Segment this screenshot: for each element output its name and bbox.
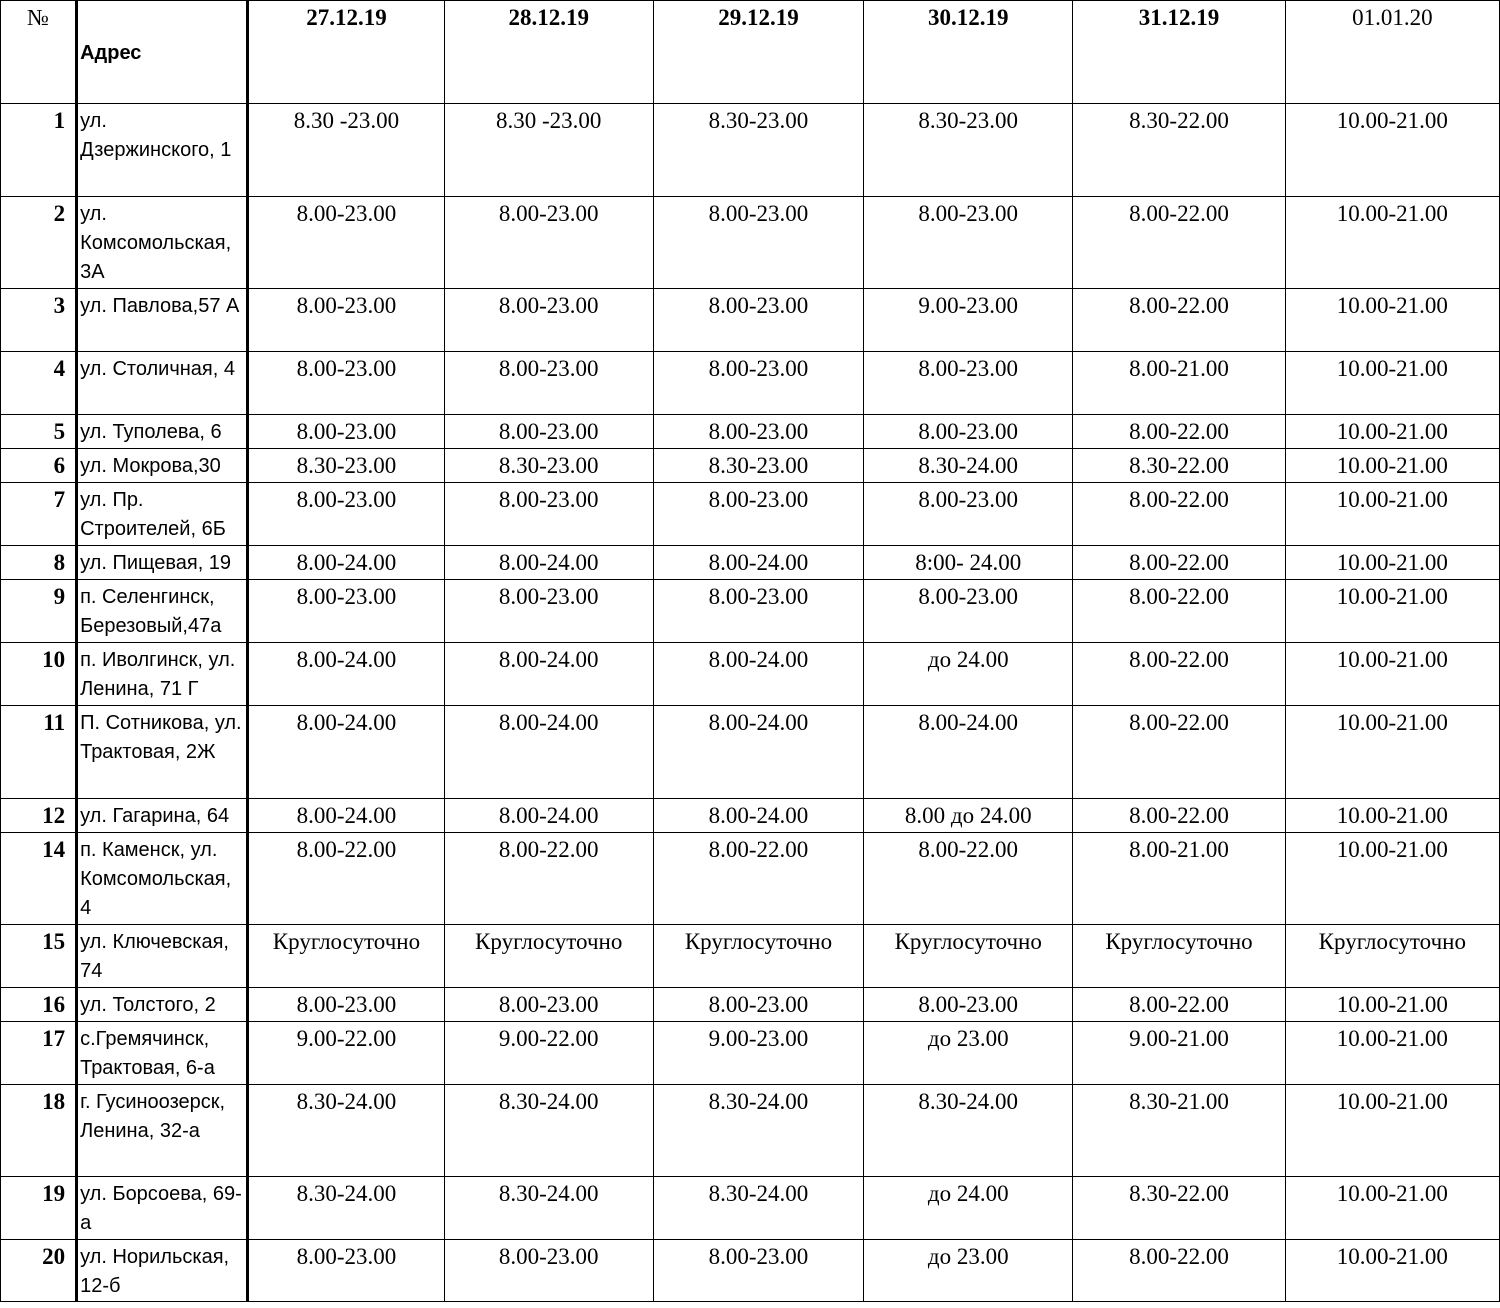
row-hours: 8.30-24.00: [248, 1177, 444, 1240]
row-address: ул. Туполева, 6: [77, 415, 248, 449]
row-hours: Круглосуточно: [864, 925, 1073, 988]
row-hours: 10.00-21.00: [1285, 1085, 1499, 1177]
row-hours: 8.00-24.00: [653, 799, 863, 833]
row-number: 6: [1, 449, 77, 483]
table-row: [1, 197, 1500, 289]
row-hours: 8.30-23.00: [653, 104, 863, 197]
table-row: [1, 483, 1500, 546]
row-hours: 8.00-22.00: [1073, 546, 1285, 580]
row-hours: 8.00-22.00: [1073, 988, 1285, 1022]
row-hours: 8.00-22.00: [653, 833, 863, 925]
row-number: 11: [1, 706, 77, 799]
row-hours: 8.00-22.00: [248, 833, 444, 925]
row-address: г. Гусиноозерск, Ленина, 32-а: [77, 1085, 248, 1177]
row-hours: 10.00-21.00: [1285, 449, 1499, 483]
row-hours: 10.00-21.00: [1285, 988, 1499, 1022]
row-hours: 8.30-24.00: [444, 1177, 653, 1240]
row-hours: 8.30-24.00: [444, 1085, 653, 1177]
row-address: ул. Столичная, 4: [77, 352, 248, 415]
row-address: п. Каменск, ул. Комсомольская, 4: [77, 833, 248, 925]
row-hours: 10.00-21.00: [1285, 289, 1499, 352]
row-number: 16: [1, 988, 77, 1022]
row-hours: 10.00-21.00: [1285, 833, 1499, 925]
header-date: 27.12.19: [248, 1, 444, 104]
row-hours: 8.00-22.00: [1073, 483, 1285, 546]
row-hours: 10.00-21.00: [1285, 706, 1499, 799]
row-hours: 8.00-23.00: [248, 580, 444, 643]
row-number: 3: [1, 289, 77, 352]
row-hours: 8.00-24.00: [248, 706, 444, 799]
row-address: ул. Дзержинского, 1: [77, 104, 248, 197]
row-hours: Круглосуточно: [1285, 925, 1499, 988]
row-hours: 10.00-21.00: [1285, 643, 1499, 706]
row-hours: 8.00-23.00: [444, 1240, 653, 1302]
row-number: 20: [1, 1240, 77, 1302]
row-hours: 9.00-21.00: [1073, 1022, 1285, 1085]
row-hours: 8.00-23.00: [864, 988, 1073, 1022]
row-hours: 8.00-23.00: [248, 352, 444, 415]
row-hours: до 23.00: [864, 1022, 1073, 1085]
row-hours: 8.00-22.00: [1073, 197, 1285, 289]
row-hours: 8.30-24.00: [653, 1177, 863, 1240]
row-hours: 10.00-21.00: [1285, 352, 1499, 415]
row-hours: 9.00-23.00: [653, 1022, 863, 1085]
row-hours: 8.00-24.00: [444, 546, 653, 580]
row-hours: 8.00-22.00: [1073, 289, 1285, 352]
table-row: [1, 352, 1500, 415]
row-number: 14: [1, 833, 77, 925]
row-address: ул. Гагарина, 64: [77, 799, 248, 833]
row-hours: 8.00-22.00: [1073, 1240, 1285, 1302]
row-address: ул. Пр. Строителей, 6Б: [77, 483, 248, 546]
row-hours: 8.00-23.00: [864, 483, 1073, 546]
row-hours: 8.00-23.00: [653, 988, 863, 1022]
table-row: [1, 1240, 1500, 1302]
row-number: 10: [1, 643, 77, 706]
row-number: 17: [1, 1022, 77, 1085]
row-address: ул. Пищевая, 19: [77, 546, 248, 580]
row-hours: 10.00-21.00: [1285, 1022, 1499, 1085]
row-number: 4: [1, 352, 77, 415]
table-row: [1, 289, 1500, 352]
table-row: [1, 1177, 1500, 1240]
row-hours: 8.30-22.00: [1073, 104, 1285, 197]
row-hours: до 23.00: [864, 1240, 1073, 1302]
row-hours: 8.30-24.00: [864, 1085, 1073, 1177]
row-number: 12: [1, 799, 77, 833]
row-hours: Круглосуточно: [1073, 925, 1285, 988]
row-hours: Круглосуточно: [653, 925, 863, 988]
row-number: 19: [1, 1177, 77, 1240]
table-row: [1, 706, 1500, 799]
row-hours: 8.00-23.00: [248, 289, 444, 352]
table-row: [1, 580, 1500, 643]
row-address: ул. Ключевская, 74: [77, 925, 248, 988]
row-hours: 10.00-21.00: [1285, 546, 1499, 580]
row-address: ул. Мокрова,30: [77, 449, 248, 483]
header-num: №: [1, 1, 77, 104]
row-address: ул. Борсоева, 69-а: [77, 1177, 248, 1240]
header-date: 31.12.19: [1073, 1, 1285, 104]
header-address: Адрес: [77, 1, 248, 104]
row-hours: 8.00-23.00: [248, 415, 444, 449]
row-hours: 8.00-22.00: [1073, 415, 1285, 449]
header-date: 30.12.19: [864, 1, 1073, 104]
row-hours: 8.00-23.00: [248, 483, 444, 546]
table-row: [1, 449, 1500, 483]
row-hours: 9.00-22.00: [444, 1022, 653, 1085]
row-hours: 8.00-23.00: [653, 289, 863, 352]
row-hours: 10.00-21.00: [1285, 104, 1499, 197]
row-hours: 10.00-21.00: [1285, 415, 1499, 449]
row-number: 5: [1, 415, 77, 449]
row-hours: 10.00-21.00: [1285, 799, 1499, 833]
row-hours: 8.30-23.00: [444, 449, 653, 483]
row-hours: 8.00-23.00: [653, 197, 863, 289]
row-hours: 8:00- 24.00: [864, 546, 1073, 580]
row-hours: 8.00-23.00: [444, 289, 653, 352]
table-row: [1, 104, 1500, 197]
row-hours: 8.00-24.00: [248, 799, 444, 833]
row-hours: 8.00 до 24.00: [864, 799, 1073, 833]
row-hours: 8.00-23.00: [444, 580, 653, 643]
row-hours: 10.00-21.00: [1285, 580, 1499, 643]
row-number: 1: [1, 104, 77, 197]
row-hours: 8.30-22.00: [1073, 1177, 1285, 1240]
row-hours: 8.00-24.00: [444, 643, 653, 706]
row-hours: 8.30-24.00: [864, 449, 1073, 483]
row-number: 2: [1, 197, 77, 289]
row-address: ул. Норильская, 12-б: [77, 1240, 248, 1302]
header-date: 28.12.19: [444, 1, 653, 104]
header-row: [1, 1, 1500, 104]
row-hours: 8.00-23.00: [864, 197, 1073, 289]
row-address: ул. Комсомольская, 3А: [77, 197, 248, 289]
row-hours: 8.00-24.00: [248, 643, 444, 706]
row-hours: до 24.00: [864, 643, 1073, 706]
row-address: ул. Павлова,57 А: [77, 289, 248, 352]
row-number: 9: [1, 580, 77, 643]
row-hours: 8.00-23.00: [444, 988, 653, 1022]
row-hours: 8.30-24.00: [653, 1085, 863, 1177]
table-row: [1, 546, 1500, 580]
row-hours: 8.00-24.00: [653, 643, 863, 706]
row-hours: 8.00-24.00: [444, 799, 653, 833]
row-hours: до 24.00: [864, 1177, 1073, 1240]
row-hours: 8.30-22.00: [1073, 449, 1285, 483]
row-hours: 8.00-23.00: [653, 483, 863, 546]
row-hours: 8.00-23.00: [864, 580, 1073, 643]
row-hours: 8.00-23.00: [653, 415, 863, 449]
row-address: ул. Толстого, 2: [77, 988, 248, 1022]
row-address: п. Селенгинск, Березовый,47а: [77, 580, 248, 643]
row-hours: 10.00-21.00: [1285, 1240, 1499, 1302]
row-hours: Круглосуточно: [248, 925, 444, 988]
row-hours: 9.00-22.00: [248, 1022, 444, 1085]
table-row: [1, 799, 1500, 833]
table-row: [1, 1085, 1500, 1177]
row-number: 8: [1, 546, 77, 580]
row-address: П. Сотникова, ул. Трактовая, 2Ж: [77, 706, 248, 799]
row-hours: 8.00-24.00: [248, 546, 444, 580]
row-hours: 8.00-23.00: [248, 1240, 444, 1302]
row-hours: 8.30 -23.00: [248, 104, 444, 197]
row-hours: 8.00-23.00: [444, 352, 653, 415]
row-hours: 8.00-23.00: [248, 197, 444, 289]
row-hours: 8.00-23.00: [653, 580, 863, 643]
row-hours: 8.30-21.00: [1073, 1085, 1285, 1177]
table-row: [1, 833, 1500, 925]
table-row: [1, 1022, 1500, 1085]
row-number: 18: [1, 1085, 77, 1177]
row-hours: 8.00-24.00: [653, 706, 863, 799]
row-hours: 10.00-21.00: [1285, 197, 1499, 289]
header-date: 29.12.19: [653, 1, 863, 104]
row-hours: 8.00-24.00: [653, 546, 863, 580]
table-row: [1, 643, 1500, 706]
row-hours: 8.00-22.00: [1073, 706, 1285, 799]
row-hours: 8.00-22.00: [444, 833, 653, 925]
table-row: [1, 925, 1500, 988]
row-hours: 8.00-23.00: [864, 352, 1073, 415]
row-hours: 8.00-22.00: [1073, 580, 1285, 643]
row-hours: 8.00-24.00: [444, 706, 653, 799]
row-hours: 8.00-23.00: [444, 415, 653, 449]
row-hours: 8.30-23.00: [248, 449, 444, 483]
row-hours: 8.00-23.00: [444, 197, 653, 289]
row-hours: 8.00-21.00: [1073, 833, 1285, 925]
row-hours: 8.30 -23.00: [444, 104, 653, 197]
row-hours: 8.30-23.00: [864, 104, 1073, 197]
row-hours: 10.00-21.00: [1285, 1177, 1499, 1240]
row-hours: Круглосуточно: [444, 925, 653, 988]
row-hours: 8.00-24.00: [864, 706, 1073, 799]
row-hours: 8.00-22.00: [1073, 799, 1285, 833]
row-hours: 10.00-21.00: [1285, 483, 1499, 546]
row-number: 15: [1, 925, 77, 988]
row-hours: 9.00-23.00: [864, 289, 1073, 352]
row-hours: 8.00-23.00: [248, 988, 444, 1022]
row-hours: 8.30-23.00: [653, 449, 863, 483]
row-hours: 8.00-22.00: [1073, 643, 1285, 706]
table-row: [1, 988, 1500, 1022]
row-number: 7: [1, 483, 77, 546]
row-hours: 8.00-23.00: [653, 352, 863, 415]
header-date: 01.01.20: [1285, 1, 1499, 104]
row-hours: 8.00-23.00: [653, 1240, 863, 1302]
row-hours: 8.00-23.00: [864, 415, 1073, 449]
table-row: [1, 415, 1500, 449]
row-address: с.Гремячинск, Трактовая, 6-а: [77, 1022, 248, 1085]
row-hours: 8.00-21.00: [1073, 352, 1285, 415]
schedule-body: [1, 104, 1500, 1302]
row-address: п. Иволгинск, ул. Ленина, 71 Г: [77, 643, 248, 706]
row-hours: 8.00-22.00: [864, 833, 1073, 925]
row-hours: 8.00-23.00: [444, 483, 653, 546]
row-hours: 8.30-24.00: [248, 1085, 444, 1177]
